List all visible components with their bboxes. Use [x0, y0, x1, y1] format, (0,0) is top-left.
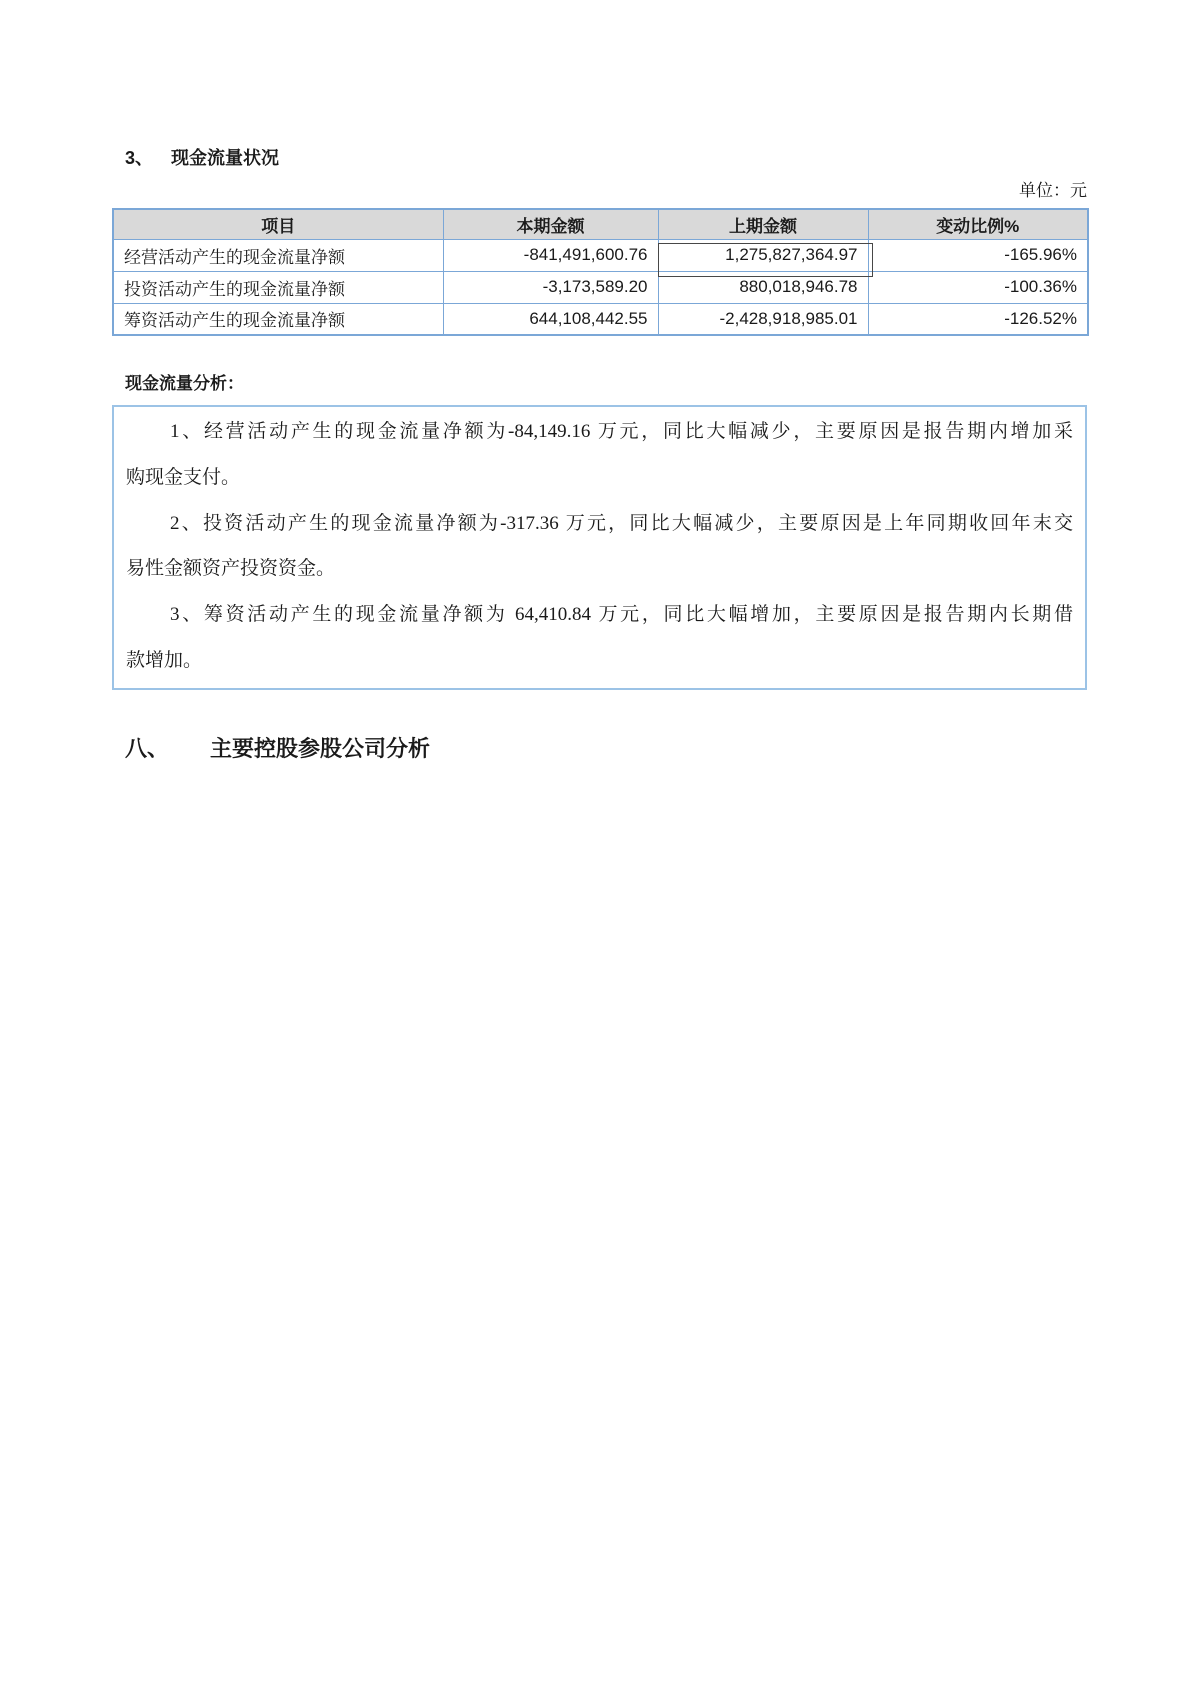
analysis-paragraph-3-line-1: 3、筹资活动产生的现金流量净额为 64,410.84 万元，同比大幅增加，主要原因是报告期内长期借: [170, 604, 1073, 626]
table-header-row: [113, 209, 1088, 239]
row-previous-value: 1,275,827,364.97: [658, 239, 868, 271]
cash-flow-table-wrap: [112, 208, 1087, 336]
row-previous-value: 880,018,946.78: [658, 271, 868, 303]
analysis-paragraph-1-line-2: 购现金支付。: [126, 466, 241, 488]
column-header-change: 变动比例%: [868, 209, 1088, 239]
row-current-value: 644,108,442.55: [443, 303, 658, 335]
section-title: 主要控股参股公司分析: [210, 736, 431, 761]
analysis-box: [112, 405, 1087, 690]
row-item-label: 投资活动产生的现金流量净额: [113, 271, 443, 303]
row-item-label: 筹资活动产生的现金流量净额: [113, 303, 443, 335]
cash-flow-table: [112, 208, 1089, 336]
table-row: [113, 303, 1088, 335]
row-item-label: 经营活动产生的现金流量净额: [113, 239, 443, 271]
section-heading-subsidiaries: [125, 732, 430, 766]
row-change-value: -126.52%: [868, 303, 1088, 335]
analysis-paragraph-2-line-2: 易性金额资产投资资金。: [126, 558, 336, 580]
analysis-paragraph-3-line-2: 款增加。: [126, 649, 203, 671]
section-heading-cash-flow: [125, 146, 279, 170]
analysis-paragraph-2-line-1: 2、投资活动产生的现金流量净额为-317.36 万元，同比大幅减少，主要原因是上年同期收回年末交: [170, 512, 1073, 534]
row-current-value: -841,491,600.76: [443, 239, 658, 271]
analysis-paragraph-1-line-1: 1、经营活动产生的现金流量净额为-84,149.16 万元，同比大幅减少，主要原因是报告期内增加采: [170, 421, 1073, 442]
column-header-current: 本期金额: [443, 209, 658, 239]
row-current-value: -3,173,589.20: [443, 271, 658, 303]
row-previous-value: -2,428,918,985.01: [658, 303, 868, 335]
analysis-label: 现金流量分析：: [125, 374, 244, 393]
table-row: [113, 271, 1088, 303]
column-header-item: 项目: [113, 209, 443, 239]
column-header-previous: 上期金额: [658, 209, 868, 239]
section-number: 3、: [125, 148, 154, 168]
unit-label: 单位：元: [1019, 181, 1087, 200]
row-change-value: -165.96%: [868, 239, 1088, 271]
section-number: 八、: [125, 736, 170, 761]
row-change-value: -100.36%: [868, 271, 1088, 303]
section-title: 现金流量状况: [171, 148, 280, 168]
table-row: [113, 239, 1088, 271]
